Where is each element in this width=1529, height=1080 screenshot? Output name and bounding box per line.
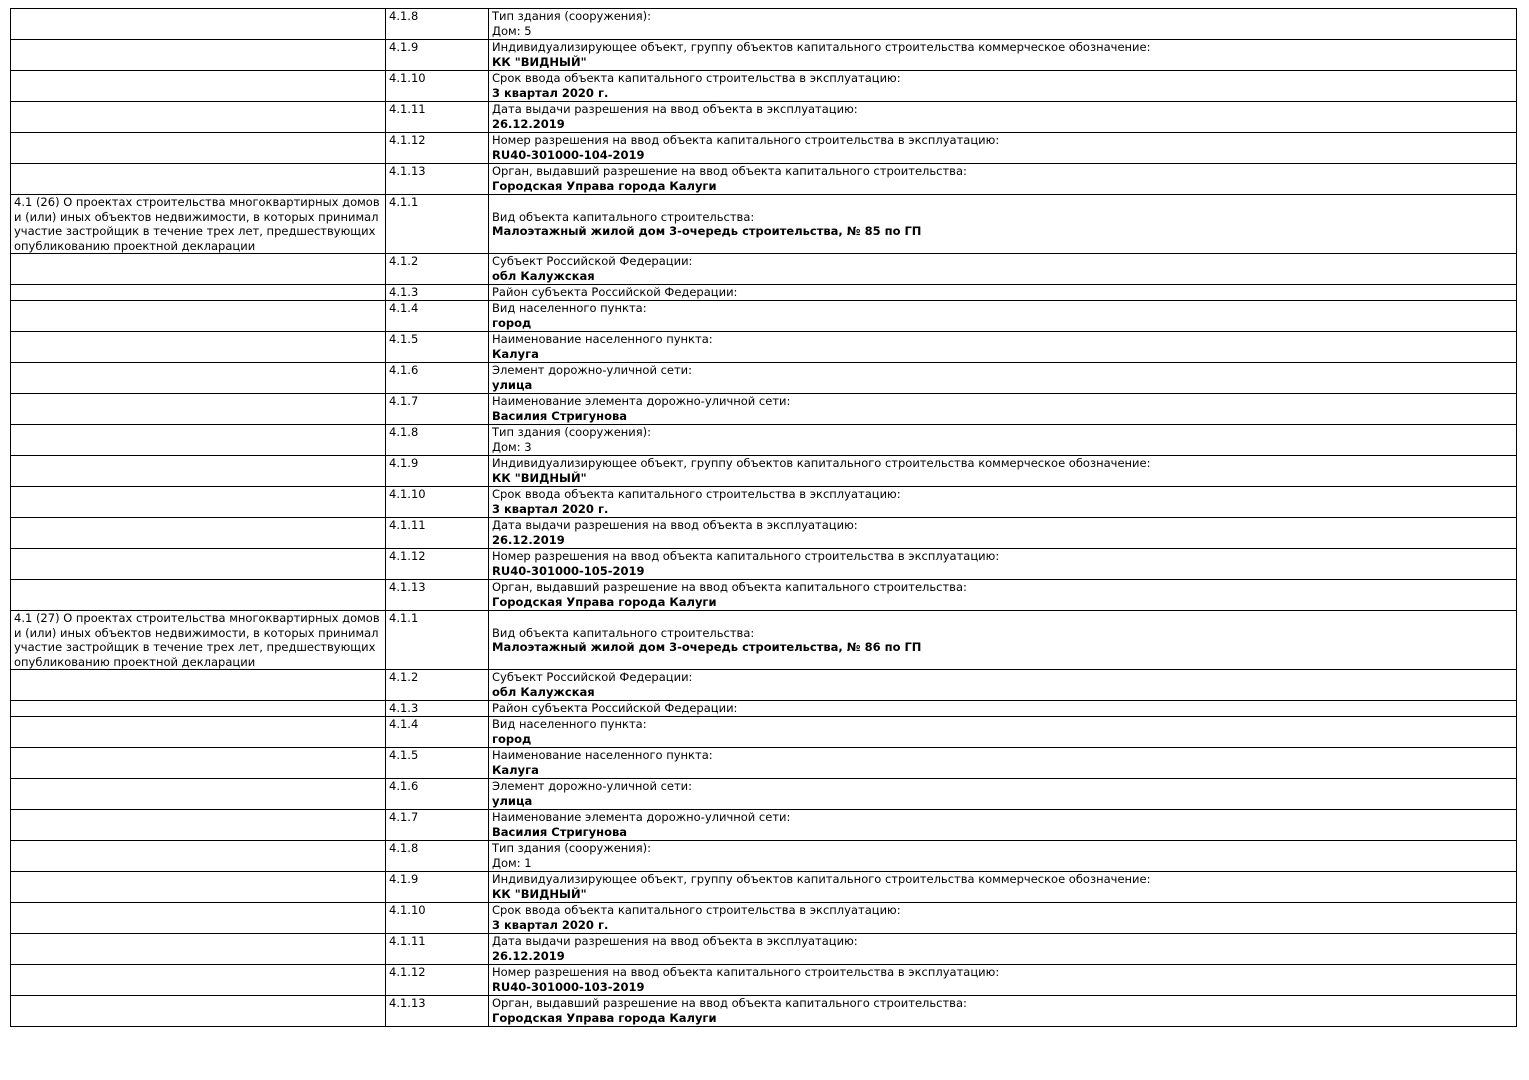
row-code: 4.1.3 xyxy=(386,285,489,301)
field-label: Тип здания (сооружения): xyxy=(492,425,652,439)
table-row xyxy=(11,810,1517,841)
declaration-table-body xyxy=(11,9,1517,1027)
row-content xyxy=(489,9,1517,40)
row-content xyxy=(489,518,1517,549)
section-empty-cell xyxy=(11,717,386,748)
table-row xyxy=(11,996,1517,1027)
section-empty-cell xyxy=(11,549,386,580)
row-code: 4.1.3 xyxy=(386,701,489,717)
row-content xyxy=(489,285,1517,301)
row-content xyxy=(489,670,1517,701)
row-code: 4.1.4 xyxy=(386,717,489,748)
row-content xyxy=(489,810,1517,841)
section-empty-cell xyxy=(11,996,386,1027)
field-value: Городская Управа города Калуги xyxy=(492,178,717,193)
field-value: Малоэтажный жилой дом 3-очередь строительства, № 85 по ГП xyxy=(492,224,922,238)
table-row xyxy=(11,518,1517,549)
field-label: Вид населенного пункта: xyxy=(492,301,647,315)
table-row xyxy=(11,425,1517,456)
table-row xyxy=(11,164,1517,195)
row-code: 4.1.9 xyxy=(386,456,489,487)
row-content xyxy=(489,717,1517,748)
field-value: RU40-301000-105-2019 xyxy=(492,563,645,578)
table-row xyxy=(11,195,1517,254)
field-label: Срок ввода объекта капитального строительства в эксплуатацию: xyxy=(492,903,901,917)
field-label: Наименование населенного пункта: xyxy=(492,748,713,762)
section-description: 4.1 (27) О проектах строительства многоквартирных домов и (или) иных объектов недвижимости, в которых принимал участие застройщик в течение трех лет, предшествующих опубликованию проектной декларации xyxy=(11,611,386,670)
row-content xyxy=(489,456,1517,487)
section-empty-cell xyxy=(11,670,386,701)
row-content xyxy=(489,934,1517,965)
row-code: 4.1.12 xyxy=(386,549,489,580)
row-code: 4.1.2 xyxy=(386,254,489,285)
row-code: 4.1.13 xyxy=(386,164,489,195)
row-content xyxy=(489,40,1517,71)
row-code: 4.1.7 xyxy=(386,394,489,425)
row-content xyxy=(489,872,1517,903)
field-value: 3 квартал 2020 г. xyxy=(492,917,609,932)
row-content xyxy=(489,611,1517,670)
table-row xyxy=(11,456,1517,487)
field-value: улица xyxy=(492,377,533,392)
section-empty-cell xyxy=(11,872,386,903)
row-content xyxy=(489,363,1517,394)
row-code: 4.1.11 xyxy=(386,102,489,133)
row-code: 4.1.10 xyxy=(386,71,489,102)
field-value: 26.12.2019 xyxy=(492,948,565,963)
field-value: Калуга xyxy=(492,762,539,777)
section-empty-cell xyxy=(11,394,386,425)
row-code: 4.1.12 xyxy=(386,133,489,164)
row-content xyxy=(489,701,1517,717)
section-empty-cell xyxy=(11,9,386,40)
table-row xyxy=(11,934,1517,965)
field-value: RU40-301000-103-2019 xyxy=(492,979,645,994)
field-value: город xyxy=(492,315,532,330)
table-row xyxy=(11,363,1517,394)
row-content xyxy=(489,903,1517,934)
field-label: Тип здания (сооружения): xyxy=(492,9,652,23)
field-value: RU40-301000-104-2019 xyxy=(492,147,645,162)
row-content xyxy=(489,549,1517,580)
section-empty-cell xyxy=(11,779,386,810)
row-code: 4.1.13 xyxy=(386,996,489,1027)
table-row xyxy=(11,965,1517,996)
section-description: 4.1 (26) О проектах строительства многоквартирных домов и (или) иных объектов недвижимости, в которых принимал участие застройщик в течение трех лет, предшествующих опубликованию проектной декларации xyxy=(11,195,386,254)
section-empty-cell xyxy=(11,40,386,71)
section-empty-cell xyxy=(11,133,386,164)
row-code: 4.1.10 xyxy=(386,487,489,518)
section-empty-cell xyxy=(11,285,386,301)
field-label: Элемент дорожно-уличной сети: xyxy=(492,779,693,793)
row-content xyxy=(489,996,1517,1027)
field-value: Дом: 3 xyxy=(492,439,532,454)
field-label: Срок ввода объекта капитального строительства в эксплуатацию: xyxy=(492,487,901,501)
row-code: 4.1.2 xyxy=(386,670,489,701)
field-label: Дата выдачи разрешения на ввод объекта в эксплуатацию: xyxy=(492,934,858,948)
row-code: 4.1.8 xyxy=(386,9,489,40)
field-value: 3 квартал 2020 г. xyxy=(492,85,609,100)
field-value: Малоэтажный жилой дом 3-очередь строительства, № 86 по ГП xyxy=(492,640,922,654)
table-row xyxy=(11,487,1517,518)
row-content xyxy=(489,133,1517,164)
section-empty-cell xyxy=(11,965,386,996)
row-code: 4.1.13 xyxy=(386,580,489,611)
row-content xyxy=(489,841,1517,872)
project-declaration-table xyxy=(10,8,1517,1027)
row-content xyxy=(489,254,1517,285)
field-value: Городская Управа города Калуги xyxy=(492,1010,717,1025)
table-row xyxy=(11,9,1517,40)
section-empty-cell xyxy=(11,301,386,332)
section-empty-cell xyxy=(11,164,386,195)
row-code: 4.1.7 xyxy=(386,810,489,841)
field-value: КК "ВИДНЫЙ" xyxy=(492,470,587,485)
field-value: обл Калужская xyxy=(492,684,595,699)
row-code: 4.1.6 xyxy=(386,779,489,810)
row-code: 4.1.5 xyxy=(386,332,489,363)
field-label: Орган, выдавший разрешение на ввод объекта капитального строительства: xyxy=(492,580,967,594)
table-row xyxy=(11,903,1517,934)
table-row xyxy=(11,301,1517,332)
field-value: 3 квартал 2020 г. xyxy=(492,501,609,516)
field-label: Район субъекта Российской Федерации: xyxy=(492,285,738,299)
row-code: 4.1.10 xyxy=(386,903,489,934)
table-row xyxy=(11,285,1517,301)
section-empty-cell xyxy=(11,934,386,965)
field-label: Номер разрешения на ввод объекта капитального строительства в эксплуатацию: xyxy=(492,549,1000,563)
field-value: город xyxy=(492,731,532,746)
table-row xyxy=(11,254,1517,285)
field-label: Наименование элемента дорожно-уличной сети: xyxy=(492,810,791,824)
field-label: Индивидуализирующее объект, группу объектов капитального строительства коммерческое обозначение: xyxy=(492,40,1151,54)
field-value: 26.12.2019 xyxy=(492,116,565,131)
field-label: Наименование элемента дорожно-уличной сети: xyxy=(492,394,791,408)
table-row xyxy=(11,779,1517,810)
section-empty-cell xyxy=(11,254,386,285)
field-label: Индивидуализирующее объект, группу объектов капитального строительства коммерческое обозначение: xyxy=(492,872,1151,886)
field-value: Василия Стригунова xyxy=(492,824,628,839)
field-label: Район субъекта Российской Федерации: xyxy=(492,701,738,715)
row-content xyxy=(489,164,1517,195)
table-row xyxy=(11,670,1517,701)
table-row xyxy=(11,133,1517,164)
row-content xyxy=(489,195,1517,254)
field-label: Тип здания (сооружения): xyxy=(492,841,652,855)
table-row xyxy=(11,748,1517,779)
section-empty-cell xyxy=(11,810,386,841)
row-code: 4.1.8 xyxy=(386,425,489,456)
field-value: КК "ВИДНЫЙ" xyxy=(492,886,587,901)
row-content xyxy=(489,71,1517,102)
section-empty-cell xyxy=(11,102,386,133)
table-row xyxy=(11,332,1517,363)
row-code: 4.1.11 xyxy=(386,518,489,549)
field-value: Дом: 1 xyxy=(492,855,532,870)
section-empty-cell xyxy=(11,363,386,394)
table-row xyxy=(11,841,1517,872)
field-label: Субъект Российской Федерации: xyxy=(492,254,693,268)
section-empty-cell xyxy=(11,748,386,779)
table-row xyxy=(11,549,1517,580)
field-label: Орган, выдавший разрешение на ввод объекта капитального строительства: xyxy=(492,164,967,178)
row-code: 4.1.1 xyxy=(386,611,489,670)
section-empty-cell xyxy=(11,841,386,872)
section-empty-cell xyxy=(11,701,386,717)
field-label: Срок ввода объекта капитального строительства в эксплуатацию: xyxy=(492,71,901,85)
row-code: 4.1.12 xyxy=(386,965,489,996)
field-label: Орган, выдавший разрешение на ввод объекта капитального строительства: xyxy=(492,996,967,1010)
row-content xyxy=(489,102,1517,133)
field-value: Василия Стригунова xyxy=(492,408,628,423)
row-code: 4.1.9 xyxy=(386,872,489,903)
section-empty-cell xyxy=(11,332,386,363)
row-code: 4.1.1 xyxy=(386,195,489,254)
field-label: Элемент дорожно-уличной сети: xyxy=(492,363,693,377)
section-empty-cell xyxy=(11,518,386,549)
table-row xyxy=(11,701,1517,717)
table-row xyxy=(11,717,1517,748)
field-label: Дата выдачи разрешения на ввод объекта в эксплуатацию: xyxy=(492,518,858,532)
table-row xyxy=(11,71,1517,102)
row-code: 4.1.8 xyxy=(386,841,489,872)
table-row xyxy=(11,872,1517,903)
field-value: Дом: 5 xyxy=(492,23,532,38)
row-code: 4.1.11 xyxy=(386,934,489,965)
field-label: Индивидуализирующее объект, группу объектов капитального строительства коммерческое обозначение: xyxy=(492,456,1151,470)
row-code: 4.1.4 xyxy=(386,301,489,332)
field-value: 26.12.2019 xyxy=(492,532,565,547)
field-label: Субъект Российской Федерации: xyxy=(492,670,693,684)
field-label: Вид объекта капитального строительства: xyxy=(492,209,755,224)
row-code: 4.1.6 xyxy=(386,363,489,394)
field-label: Дата выдачи разрешения на ввод объекта в эксплуатацию: xyxy=(492,102,858,116)
row-content xyxy=(489,779,1517,810)
row-content xyxy=(489,332,1517,363)
field-value: КК "ВИДНЫЙ" xyxy=(492,54,587,69)
section-empty-cell xyxy=(11,580,386,611)
row-content xyxy=(489,580,1517,611)
row-content xyxy=(489,425,1517,456)
section-empty-cell xyxy=(11,487,386,518)
table-row xyxy=(11,102,1517,133)
field-value: улица xyxy=(492,793,533,808)
row-content xyxy=(489,487,1517,518)
field-value: Калуга xyxy=(492,346,539,361)
table-row xyxy=(11,394,1517,425)
field-label: Наименование населенного пункта: xyxy=(492,332,713,346)
table-row xyxy=(11,580,1517,611)
row-code: 4.1.5 xyxy=(386,748,489,779)
field-label: Вид населенного пункта: xyxy=(492,717,647,731)
field-label: Номер разрешения на ввод объекта капитального строительства в эксплуатацию: xyxy=(492,133,1000,147)
row-content xyxy=(489,394,1517,425)
field-value: Городская Управа города Калуги xyxy=(492,594,717,609)
row-content xyxy=(489,748,1517,779)
section-empty-cell xyxy=(11,425,386,456)
section-empty-cell xyxy=(11,903,386,934)
row-content xyxy=(489,965,1517,996)
row-code: 4.1.9 xyxy=(386,40,489,71)
row-content xyxy=(489,301,1517,332)
field-label: Вид объекта капитального строительства: xyxy=(492,625,755,640)
field-label: Номер разрешения на ввод объекта капитального строительства в эксплуатацию: xyxy=(492,965,1000,979)
table-row xyxy=(11,40,1517,71)
section-empty-cell xyxy=(11,71,386,102)
table-row xyxy=(11,611,1517,670)
field-value: обл Калужская xyxy=(492,268,595,283)
section-empty-cell xyxy=(11,456,386,487)
